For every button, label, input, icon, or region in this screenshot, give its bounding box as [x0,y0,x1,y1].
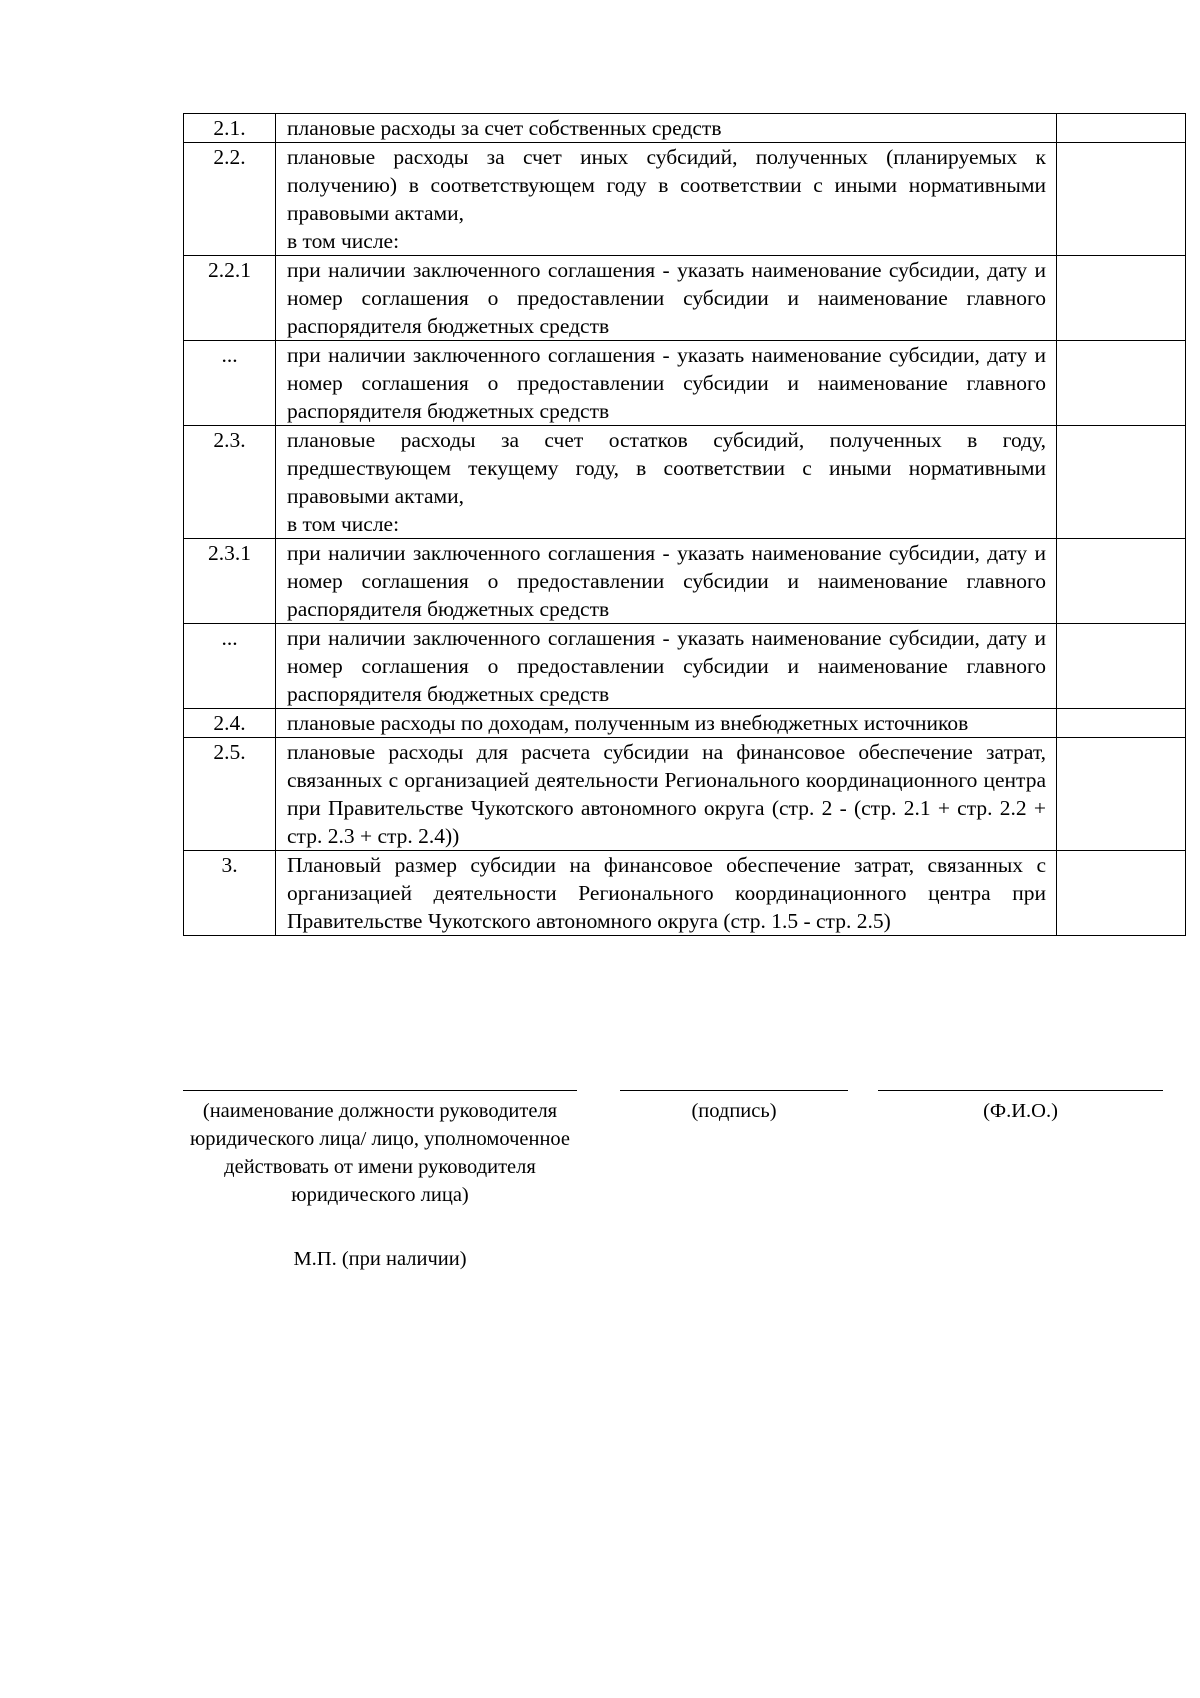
row-description [276,851,1057,936]
sign-signature-line [620,1090,848,1091]
budget-expenses-table [183,113,1186,936]
signature-position-block [183,1090,577,1209]
row-description [276,143,1057,256]
table-row [184,426,1186,539]
row-description-text: плановые расходы для расчета субсидии на финансовое обеспечение затрат, связанных с организацией деятельности Регионального координационного центра при Правительстве Чукотского автономного округа (стр. 2 - (стр. 2.1 + стр. 2.2 + стр. 2.3 + стр. 2.4)) [287,740,1046,848]
row-description-text: Плановый размер субсидии на финансовое обеспечение затрат, связанных с организацией деятельности Регионального координационного центра при Правительстве Чукотского автономного округа (стр. 1.5 - стр. 2.5) [287,853,1046,933]
name-signature-line [878,1090,1163,1091]
row-description [276,624,1057,709]
row-description-text: в том числе: [287,512,400,536]
row-number: 2.3.1 [184,539,276,624]
row-description-text: плановые расходы за счет иных субсидий, полученных (планируемых к получению) в соответствующем году в соответствии с иными нормативными правовыми актами, [287,145,1046,225]
name-caption: (Ф.И.О.) [983,1100,1058,1122]
position-caption: (наименование должности руководителя юридического лица/ лицо, уполномоченное действовать от имени руководителя юридического лица) [189,1100,571,1206]
signature-caption: (подпись) [691,1100,777,1122]
row-description-text: при наличии заключенного соглашения - указать наименование субсидии, дату и номер соглашения о предоставлении субсидии и наименование главного распорядителя бюджетных средств [287,343,1046,423]
signature-name-block [878,1090,1163,1125]
row-value-cell [1057,851,1186,936]
row-value-cell [1057,709,1186,738]
row-number: 2.3. [184,426,276,539]
row-number: 2.4. [184,709,276,738]
table-row [184,256,1186,341]
table-row [184,709,1186,738]
row-description-text: плановые расходы по доходам, полученным из внебюджетных источников [287,711,969,735]
row-description [276,114,1057,143]
row-value-cell [1057,143,1186,256]
row-description-text: при наличии заключенного соглашения - указать наименование субсидии, дату и номер соглашения о предоставлении субсидии и наименование главного распорядителя бюджетных средств [287,626,1046,706]
row-description [276,709,1057,738]
row-number: 2.1. [184,114,276,143]
row-description-text: плановые расходы за счет остатков субсидий, полученных в году, предшествующем текущему году, в соответствии с иными нормативными правовыми актами, [287,428,1046,508]
row-value-cell [1057,114,1186,143]
position-signature-line [183,1090,577,1091]
row-description [276,341,1057,426]
row-value-cell [1057,539,1186,624]
table-row [184,143,1186,256]
row-value-cell [1057,426,1186,539]
table-row [184,341,1186,426]
row-description [276,738,1057,851]
row-description-text: при наличии заключенного соглашения - указать наименование субсидии, дату и номер соглашения о предоставлении субсидии и наименование главного распорядителя бюджетных средств [287,258,1046,338]
table-row [184,624,1186,709]
row-number: ... [184,341,276,426]
row-value-cell [1057,341,1186,426]
signature-sign-block [620,1090,848,1125]
row-value-cell [1057,738,1186,851]
table-row [184,539,1186,624]
row-number: 2.2.1 [184,256,276,341]
row-number: ... [184,624,276,709]
row-description [276,426,1057,539]
row-description [276,256,1057,341]
table-row [184,738,1186,851]
row-description-text: в том числе: [287,229,400,253]
table-body [184,114,1186,936]
row-description [276,539,1057,624]
row-number: 2.2. [184,143,276,256]
row-number: 2.5. [184,738,276,851]
table-row [184,851,1186,936]
stamp-note: М.П. (при наличии) [293,1248,467,1270]
row-number: 3. [184,851,276,936]
table-row [184,114,1186,143]
row-description-text: при наличии заключенного соглашения - указать наименование субсидии, дату и номер соглашения о предоставлении субсидии и наименование главного распорядителя бюджетных средств [287,541,1046,621]
row-description-text: плановые расходы за счет собственных средств [287,116,722,140]
row-value-cell [1057,624,1186,709]
row-value-cell [1057,256,1186,341]
